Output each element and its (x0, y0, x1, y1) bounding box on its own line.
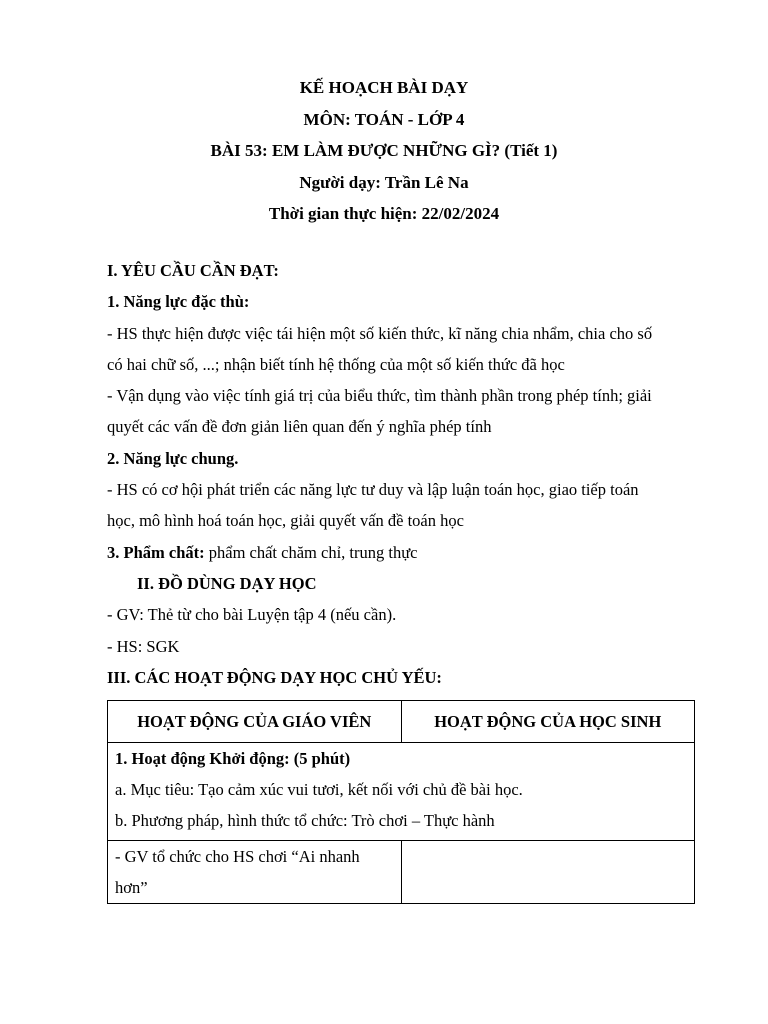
cell-text-line: - GV tổ chức cho HS chơi “Ai nhanh (115, 847, 360, 866)
activity-table (107, 700, 695, 904)
student-column-header: HOẠT ĐỘNG CỦA HỌC SINH (401, 701, 695, 743)
section1-sub3-label: 3. Phẩm chất: (107, 542, 205, 562)
activity-method: b. Phương pháp, hình thức tổ chức: Trò chơi – Thực hành (115, 811, 495, 830)
cell-text-line: hơn” (115, 878, 148, 897)
paragraph-line: - Vận dụng vào việc tính giá trị của biểu thức, tìm thành phần trong phép tính; giải (107, 386, 652, 406)
paragraph-line: - HS có cơ hội phát triển các năng lực tư duy và lập luận toán học, giao tiếp toán (107, 480, 639, 500)
document-body (107, 255, 707, 693)
document-title: KẾ HOẠCH BÀI DẠY (299, 78, 469, 97)
teacher-activity-cell (108, 841, 402, 904)
section1-sub2-heading: 2. Năng lực chung. (107, 448, 239, 468)
paragraph-line: quyết các vấn đề đơn giản liên quan đến ý nghĩa phép tính (107, 417, 492, 437)
paragraph-line: học, mô hình hoá toán học, giải quyết vấn đề toán học (107, 511, 464, 531)
subject-line: MÔN: TOÁN - LỚP 4 (303, 109, 465, 129)
teacher-column-header: HOẠT ĐỘNG CỦA GIÁO VIÊN (108, 701, 402, 743)
teacher-line: Người dạy: Trần Lê Na (299, 172, 469, 192)
paragraph-line: - HS thực hiện được việc tái hiện một số kiến thức, kĩ năng chia nhẩm, chia cho số (107, 323, 653, 343)
activity-goal: a. Mục tiêu: Tạo cảm xúc vui tươi, kết nối với chủ đề bài học. (115, 780, 523, 799)
section1-sub1-heading: 1. Năng lực đặc thù: (107, 292, 250, 312)
section1-heading: I. YÊU CẦU CẦN ĐẠT: (107, 261, 279, 280)
section2-heading: II. ĐỒ DÙNG DẠY HỌC (137, 573, 317, 593)
activity-cell (108, 743, 695, 841)
table-header-row (108, 701, 695, 743)
document-header (0, 72, 768, 230)
paragraph-line: - GV: Thẻ từ cho bài Luyện tập 4 (nếu cần). (107, 605, 397, 625)
section1-sub3-text: phẩm chất chăm chỉ, trung thực (204, 542, 418, 562)
section3-heading: III. CÁC HOẠT ĐỘNG DẠY HỌC CHỦ YẾU: (107, 667, 442, 687)
lesson-line: BÀI 53: EM LÀM ĐƯỢC NHỮNG GÌ? (Tiết 1) (210, 141, 558, 160)
date-line: Thời gian thực hiện: 22/02/2024 (268, 204, 500, 223)
table-row (108, 841, 695, 904)
student-activity-cell (401, 841, 695, 904)
activity-title: 1. Hoạt động Khởi động: (5 phút) (115, 749, 351, 768)
section1-sub3 (107, 537, 707, 568)
activity-table-wrapper (107, 700, 695, 904)
paragraph-line: có hai chữ số, ...; nhận biết tính hệ thống của một số kiến thức đã học (107, 354, 565, 374)
paragraph-line: - HS: SGK (107, 636, 180, 656)
table-row (108, 743, 695, 841)
